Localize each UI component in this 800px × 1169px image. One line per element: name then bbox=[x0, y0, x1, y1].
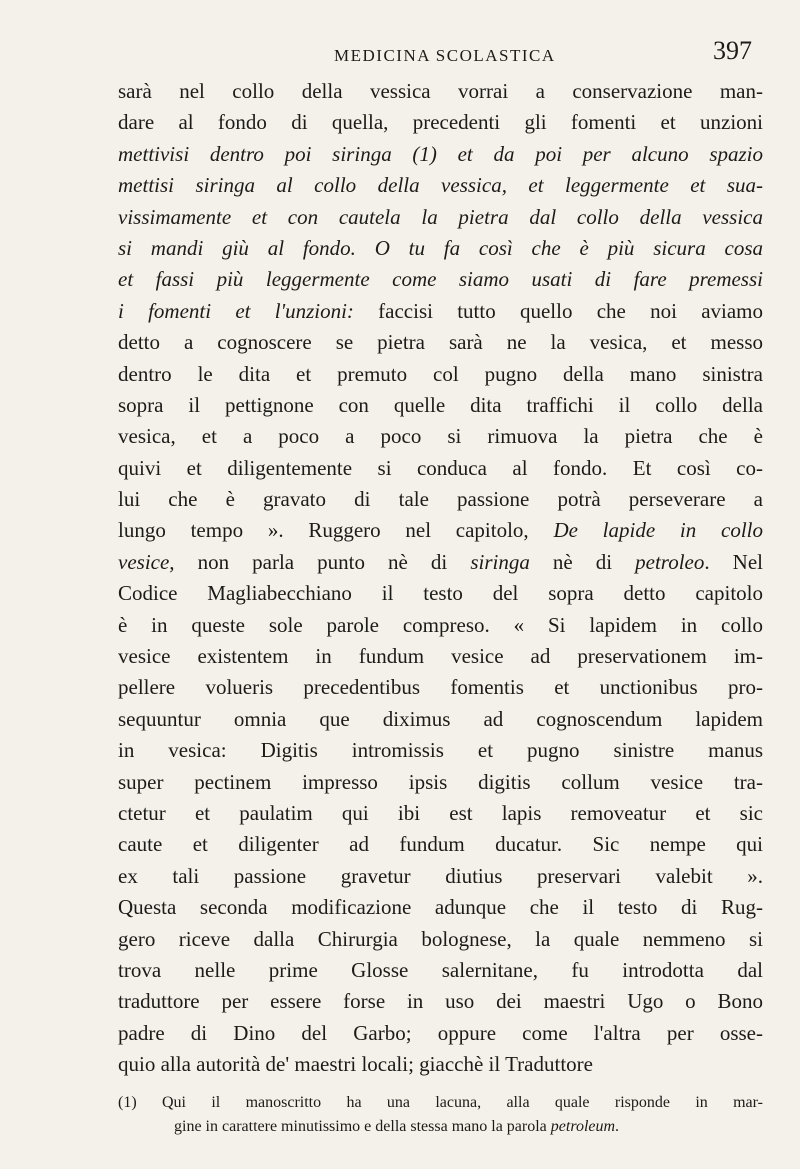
text-line bbox=[118, 484, 763, 515]
text-run: è in queste sole parole compreso. « Si lapidem in collo bbox=[118, 612, 763, 637]
text-line bbox=[118, 76, 763, 107]
text-line bbox=[118, 798, 763, 829]
text-run: trova nelle prime Glosse salernitane, fu introdotta dal bbox=[118, 957, 763, 982]
text-run: lui che è gravato di tale passione potrà perseverare a bbox=[118, 487, 763, 512]
footnote-line bbox=[118, 1091, 763, 1115]
italic-text: vissimamente et con cautela la pietra dal collo della vessica bbox=[118, 204, 763, 229]
text-line bbox=[118, 610, 763, 641]
text-line bbox=[118, 1049, 763, 1080]
italic-text: mettivisi dentro poi siringa (1) et da poi per alcuno spazio bbox=[118, 141, 763, 166]
text-line bbox=[118, 421, 763, 452]
text-line bbox=[118, 202, 763, 233]
text-run: ctetur et paulatim qui ibi est lapis removeatur et sic bbox=[118, 800, 763, 825]
text-run: pellere volueris precedentibus fomentis et unctionibus pro- bbox=[118, 675, 763, 700]
text-line bbox=[118, 829, 763, 860]
text-run: (1) Qui il manoscritto ha una lacuna, alla quale risponde in mar- bbox=[118, 1094, 763, 1111]
text-run: lungo tempo ». Ruggero nel capitolo, bbox=[118, 518, 554, 543]
text-run: super pectinem impresso ipsis digitis collum vesice tra- bbox=[118, 769, 763, 794]
text-line bbox=[118, 327, 763, 358]
text-line bbox=[118, 296, 763, 327]
text-run: nè di bbox=[529, 549, 636, 574]
text-line bbox=[118, 515, 763, 546]
page-number: 397 bbox=[713, 36, 752, 65]
text-line bbox=[118, 892, 763, 923]
text-line bbox=[118, 547, 763, 578]
italic-text: siringa bbox=[470, 549, 530, 574]
text-run: dare al fondo di quella, precedenti gli fomenti et unzioni bbox=[118, 110, 763, 135]
running-head: MEDICINA SCOLASTICA bbox=[334, 46, 556, 65]
text-run: sopra il pettignone con quelle dita traffichi il collo della bbox=[118, 392, 763, 417]
text-line bbox=[118, 233, 763, 264]
text-line bbox=[118, 264, 763, 295]
text-run: vesice existentem in fundum vesice ad preservationem im- bbox=[118, 644, 763, 669]
text-run: Codice Magliabecchiano il testo del sopra detto capitolo bbox=[118, 581, 763, 606]
italic-text: vesice, bbox=[118, 549, 175, 574]
text-run: gine in carattere minutissimo e della stessa mano la parola bbox=[174, 1118, 551, 1135]
footnote bbox=[118, 1091, 763, 1139]
text-run: non parla punto nè di bbox=[174, 549, 471, 574]
text-run: . Nel bbox=[704, 549, 763, 574]
italic-text: De lapide in collo bbox=[553, 518, 763, 543]
text-run: . bbox=[615, 1118, 620, 1135]
text-line bbox=[118, 641, 763, 672]
italic-text: i fomenti et l'unzioni: bbox=[118, 298, 354, 323]
text-run: sarà nel collo della vessica vorrai a conservazione man- bbox=[118, 79, 763, 103]
text-line bbox=[118, 390, 763, 421]
text-run: sequuntur omnia que diximus ad cognoscendum lapidem bbox=[118, 706, 763, 731]
text-run: Questa seconda modificazione adunque che il testo di Rug- bbox=[118, 895, 763, 920]
text-line bbox=[118, 704, 763, 735]
italic-text: mettisi siringa al collo della vessica, et leggermente et sua- bbox=[118, 173, 763, 198]
text-run: gero riceve dalla Chirurgia bolognese, la quale nemmeno si bbox=[118, 926, 763, 951]
text-line bbox=[118, 139, 763, 170]
text-line bbox=[118, 767, 763, 798]
text-run: traduttore per essere forse in uso dei maestri Ugo o Bono bbox=[118, 989, 763, 1014]
text-line bbox=[118, 986, 763, 1017]
italic-text: petroleum bbox=[550, 1118, 616, 1135]
text-line bbox=[118, 924, 763, 955]
text-line bbox=[118, 170, 763, 201]
italic-text: et fassi più leggermente come siamo usati di fare premessi bbox=[118, 267, 763, 292]
text-run: quio alla autorità de' maestri locali; giacchè il Traduttore bbox=[118, 1052, 593, 1077]
text-line bbox=[118, 578, 763, 609]
text-run: vesica, et a poco a poco si rimuova la pietra che è bbox=[118, 424, 763, 449]
footnote-line bbox=[118, 1115, 763, 1139]
text-run: quivi et diligentemente si conduca al fondo. Et così co- bbox=[118, 455, 763, 480]
text-line bbox=[118, 1018, 763, 1049]
text-run: caute et diligenter ad fundum ducatur. Sic nempe qui bbox=[118, 832, 763, 857]
text-line bbox=[118, 955, 763, 986]
body-text bbox=[118, 76, 763, 1081]
text-line bbox=[118, 672, 763, 703]
text-run: dentro le dita et premuto col pugno della mano sinistra bbox=[118, 361, 763, 386]
italic-text: si mandi giù al fondo. O tu fa così che è più sicura cosa bbox=[118, 235, 763, 260]
text-line bbox=[118, 453, 763, 484]
page-header bbox=[116, 36, 756, 76]
text-line bbox=[118, 107, 763, 138]
text-run: padre di Dino del Garbo; oppure come l'altra per osse- bbox=[118, 1020, 763, 1045]
text-run: ex tali passione gravetur diutius preservari valebit ». bbox=[118, 863, 763, 888]
text-line bbox=[118, 861, 763, 892]
italic-text: petroleo bbox=[635, 549, 705, 574]
text-run: in vesica: Digitis intromissis et pugno sinistre manus bbox=[118, 738, 763, 763]
text-line bbox=[118, 735, 763, 766]
text-run: detto a cognoscere se pietra sarà ne la vesica, et messo bbox=[118, 330, 763, 355]
text-line bbox=[118, 359, 763, 390]
text-run: faccisi tutto quello che noi aviamo bbox=[353, 298, 764, 323]
